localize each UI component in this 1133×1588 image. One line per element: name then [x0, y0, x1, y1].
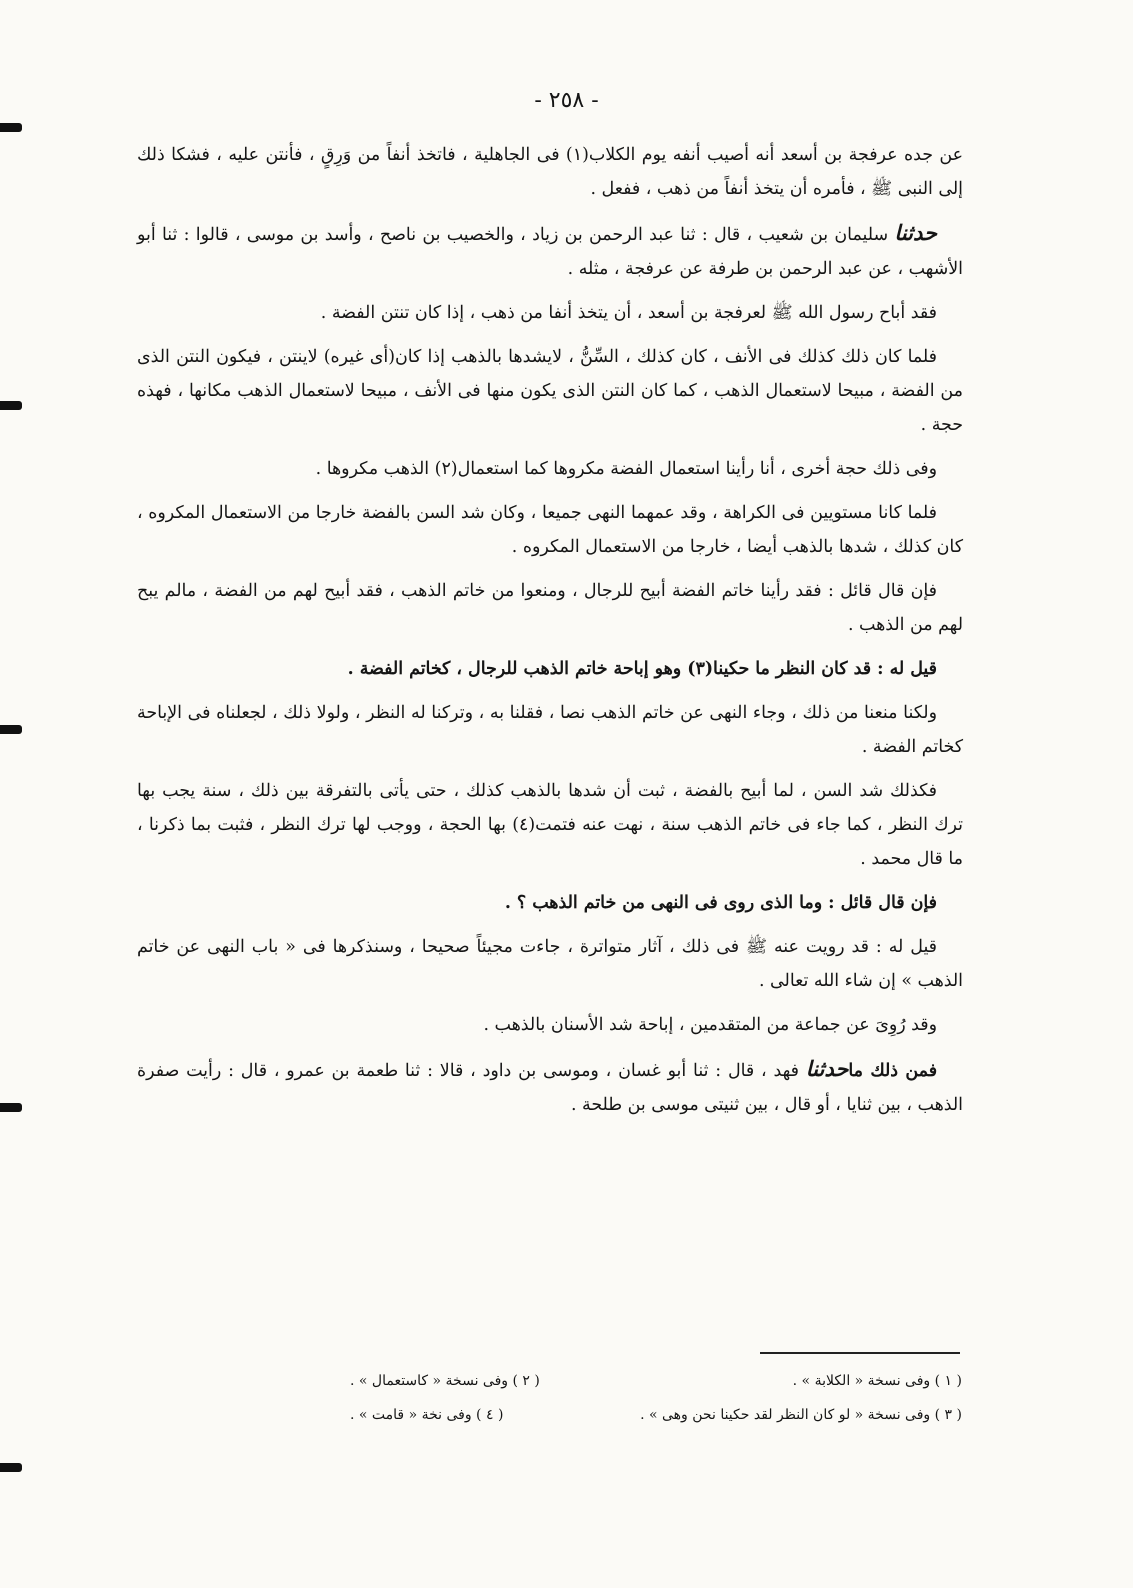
- paragraph: ولكنا منعنا من ذلك ، وجاء النهى عن خاتم الذهب نصا ، فقلنا به ، وتركنا له النظر ، ولولا ذلك ، لجعلناه فى الإباحة كخاتم الفضة .: [137, 703, 963, 757]
- margin-mark: [0, 1463, 22, 1472]
- text-body: [137, 138, 963, 1132]
- footnote-row: [350, 1398, 962, 1432]
- paragraph: [137, 216, 963, 286]
- paragraph: [137, 1052, 963, 1122]
- paragraph-text: فمن ذلك ما: [848, 1061, 938, 1081]
- paragraph: فإن قال قائل : وما الذى روى فى النهى من خاتم الذهب ؟ .: [504, 893, 937, 913]
- hadith-marker: حدثنا: [894, 220, 938, 245]
- paragraph: فكذلك شد السن ، لما أبيح بالفضة ، ثبت أن شدها بالذهب كذلك ، حتى يأتى بالتفرقة بين ذلك ، سنة يجب بها ترك النظر ، كما جاء فى خاتم الذهب سنة ، نهت عنه فتمت(٤) بها الحجة ، ووجب لها ترك النظر ، فثبت بما ذكرنا ، ما قال محمد .: [137, 781, 963, 869]
- paragraph: عن جده عرفجة بن أسعد أنه أصيب أنفه يوم الكلاب(١) فى الجاهلية ، فاتخذ أنفاً من وَرِقٍ ، فأنتن عليه ، فشكا ذلك إلى النبى ﷺ ، فأمره أن يتخذ أنفاً من ذهب ، ففعل .: [137, 145, 963, 199]
- paragraph: فقد أباح رسول الله ﷺ لعرفجة بن أسعد ، أن يتخذ أنفا من ذهب ، إذا كان تنتن الفضة .: [320, 303, 937, 323]
- paragraph-text: سليمان بن شعيب ، قال : ثنا عبد الرحمن بن زياد ، والخصيب بن ناصح ، وأسد بن موسى ، قالوا : ثنا أبو الأشهب ، عن عبد الرحمن بن طرفة عن عرفجة ، مثله .: [137, 225, 963, 279]
- paragraph: فإن قال قائل : فقد رأينا خاتم الفضة أبيح للرجال ، ومنعوا من خاتم الذهب ، فقد أبيح لهم من الفضة ، مالم يبح لهم من الذهب .: [137, 581, 963, 635]
- footnote-row: [350, 1364, 962, 1398]
- paragraph: وقد رُوِىَ عن جماعة من المتقدمين ، إباحة شد الأسنان بالذهب .: [483, 1015, 937, 1035]
- hadith-marker: حدثنا: [805, 1056, 849, 1081]
- paragraph: فلما كانا مستويين فى الكراهة ، وقد عمهما النهى جميعا ، وكان شد السن بالفضة خارجا من الاستعمال المكروه ، كان كذلك ، شدها بالذهب أيضا ، خارجا من الاستعمال المكروه .: [137, 503, 963, 557]
- margin-mark: [0, 725, 22, 734]
- footnote-3: ( ٣ ) وفى نسخة « لو كان النظر لقد حكينا نحن وهى » .: [640, 1407, 962, 1423]
- paragraph: قيل له : قد رويت عنه ﷺ فى ذلك ، آثار متواترة ، جاءت مجيئاً صحيحا ، وسنذكرها فى « باب النهى عن خاتم الذهب » إن شاء الله تعالى .: [137, 937, 963, 991]
- footnote-4: ( ٤ ) وفى نخة « قامت » .: [350, 1407, 504, 1423]
- paragraph: قيل له : قد كان النظر ما حكينا(٣) وهو إباحة خاتم الذهب للرجال ، كخاتم الفضة .: [347, 659, 937, 679]
- footnotes: [350, 1364, 962, 1432]
- margin-mark: [0, 1103, 22, 1112]
- margin-mark: [0, 401, 22, 410]
- footnote-divider: [760, 1352, 960, 1354]
- paragraph: فلما كان ذلك كذلك فى الأنف ، كان كذلك ، السِّنُّ ، لايشدها بالذهب إذا كان(أى غيره) لاينتن ، فيكون النتن الذى من الفضة ، مبيحا لاستعمال الذهب ، كما كان النتن الذى يكون منها فى الأنف ، مبيحا لاستعمال الذهب مكانها ، فهذه حجة .: [137, 347, 963, 435]
- footnote-2: ( ٢ ) وفى نسخة « كاستعمال » .: [350, 1373, 540, 1389]
- footnote-1: ( ١ ) وفى نسخة « الكلابة » .: [792, 1373, 962, 1389]
- paragraph-text: فهد ، قال : ثنا أبو غسان ، وموسى بن داود ، قالا : ثنا طعمة بن عمرو ، قال : رأيت صفرة الذهب ، بين ثنايا ، أو قال ، بين ثنيتى موسى بن طلحة .: [137, 1061, 963, 1115]
- page-number: - ٢٥٨ -: [534, 88, 599, 113]
- margin-mark: [0, 123, 22, 132]
- paragraph: وفى ذلك حجة أخرى ، أنا رأينا استعمال الفضة مكروها كما استعمال(٢) الذهب مكروها .: [315, 459, 937, 479]
